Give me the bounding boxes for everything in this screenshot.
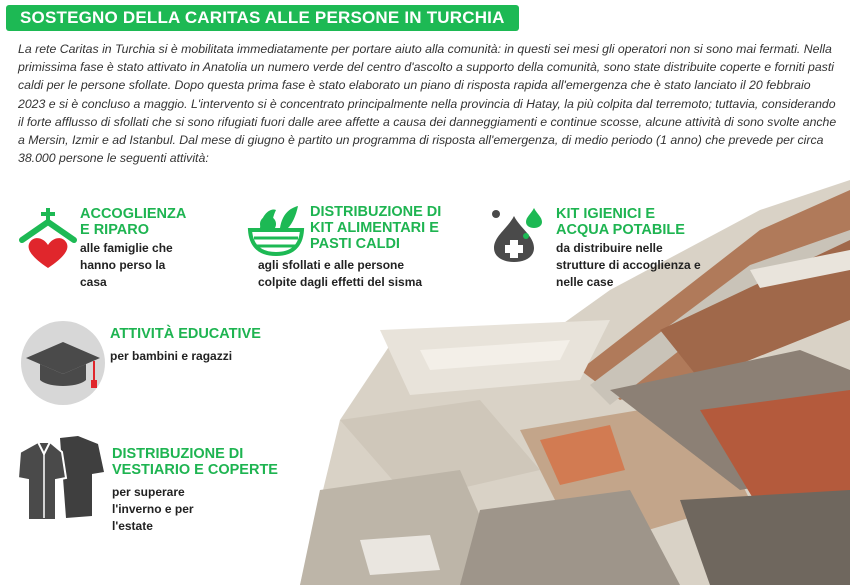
water-drops-icon [488, 204, 550, 264]
clothes-icon [16, 432, 106, 522]
page-title: SOSTEGNO DELLA CARITAS ALLE PERSONE IN TURCHIA [6, 5, 519, 31]
house-heart-icon [18, 206, 78, 272]
graduation-cap-icon [20, 318, 106, 408]
hygiene-title: KIT IGIENICI E ACQUA POTABILE [556, 206, 685, 238]
food-title: DISTRIBUZIONE DI KIT ALIMENTARI E PASTI CALDI [310, 204, 442, 252]
intro-paragraph: La rete Caritas in Turchia si è mobilitata immediatamente per portare aiuto alla comunità: in questi sei mesi gli operatori non si sono mai fermati. Nella primissima fase è stato attivato in Anatolia un numero verde del centro d'ascolto a supporto della comunità, sono state distribuite coperte e forniti pasti caldi per le persone sfollate. Dopo questa prima fase è stato elaborato un piano di risposta rapida all'emergenza che è stato lanciato il 20 febbraio 2023 e si è concluso a maggio. L'intervento si è concentrato principalmente nella provincia di Hatay, la più colpita dal terremoto; tuttavia, considerando il forte afflusso di sfollati che si sono rifugiati fuori dalle aree affette a causa dei danneggiamenti e continue scosse, alcune attività di sono svolte anche a Mersin, Izmir e ad Istanbul. Dal mese di giugno è partito un programma di risposta all'emergenza, di medio periodo (1 anno) che prevede per circa 38.000 persone le seguenti attività: [18, 42, 837, 166]
education-title: ATTIVITÀ EDUCATIVE [110, 326, 261, 342]
clothing-title: DISTRIBUZIONE DI VESTIARIO E COPERTE [112, 446, 278, 478]
food-desc: agli sfollati e alle persone colpite dagli effetti del sisma [258, 258, 423, 289]
hygiene-desc: da distribuire nelle strutture di accoglienza e nelle case [556, 241, 701, 289]
food-basket-icon [246, 202, 306, 260]
shelter-title: ACCOGLIENZA E RIPARO [80, 206, 186, 238]
education-desc: per bambini e ragazzi [110, 349, 233, 363]
clothing-desc: per superare l'inverno e per l'estate [112, 485, 194, 533]
shelter-desc: alle famiglie che hanno perso la casa [80, 241, 173, 289]
